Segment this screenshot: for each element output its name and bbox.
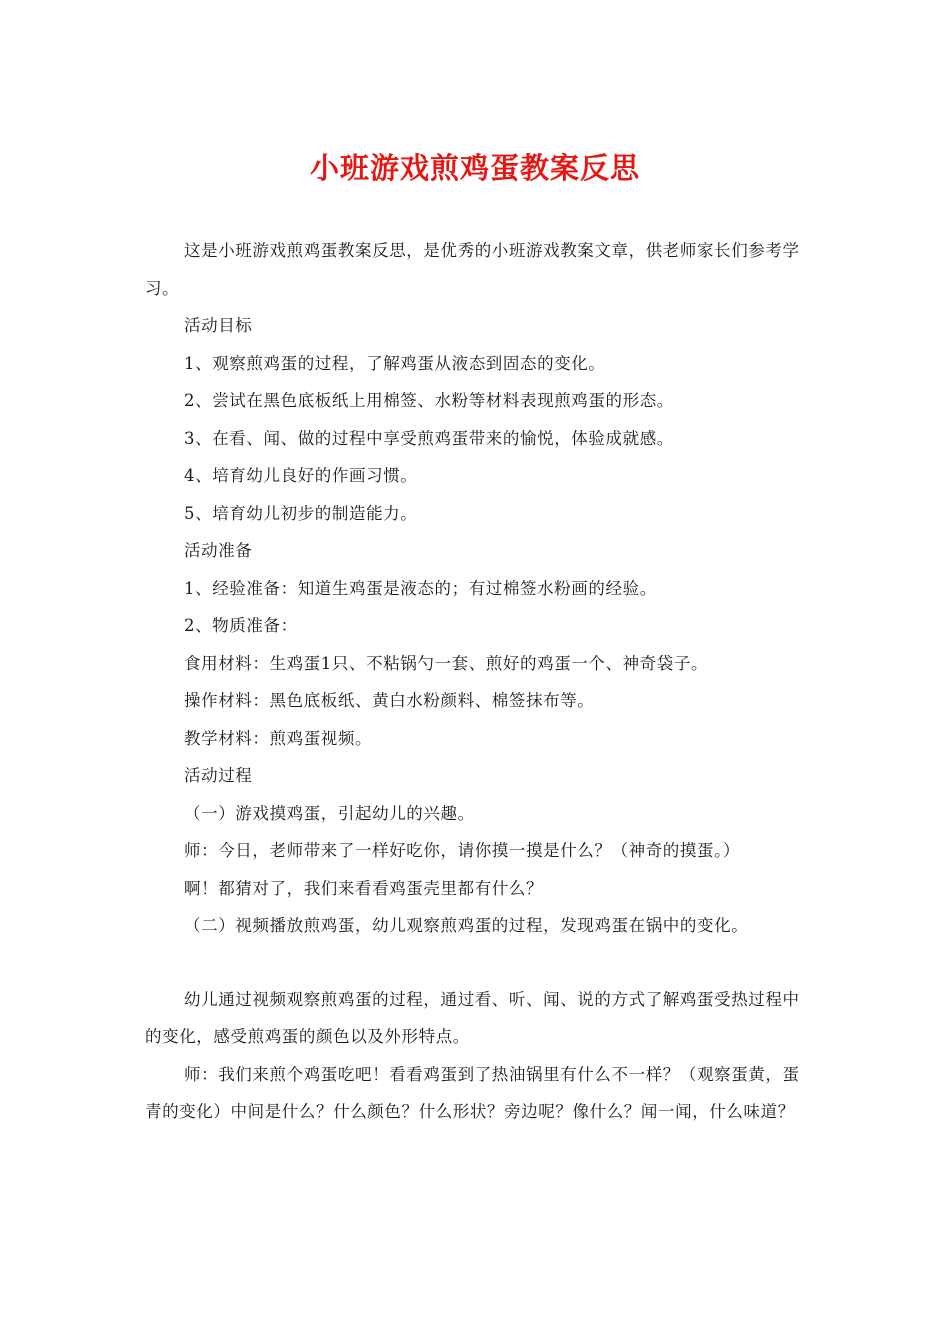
intro-paragraph: 这是小班游戏煎鸡蛋教案反思，是优秀的小班游戏教案文章，供老师家长们参考学习。 <box>145 241 800 298</box>
goal-item: 1、观察煎鸡蛋的过程，了解鸡蛋从液态到固态的变化。 <box>184 353 606 373</box>
process-step: （二）视频播放煎鸡蛋，幼儿观察煎鸡蛋的过程，发现鸡蛋在锅中的变化。 <box>184 916 749 935</box>
material-item: 教学材料：煎鸡蛋视频。 <box>184 728 373 748</box>
section-heading-goals: 活动目标 <box>184 316 253 335</box>
goal-item: 4、培育幼儿良好的作画习惯。 <box>184 466 418 485</box>
section-heading-preparation: 活动准备 <box>184 541 253 560</box>
process-paragraph: 师：我们来煎个鸡蛋吃吧！看看鸡蛋到了热油锅里有什么不一样？（观察蛋黄，蛋青的变化）中间是什么？什么颜色？什么形状？旁边呢？像什么？闻一闻，什么味道？ <box>145 1064 800 1121</box>
goal-item: 5、培育幼儿初步的制造能力。 <box>184 503 418 523</box>
process-paragraph: 师：今日，老师带来了一样好吃你，请你摸一摸是什么？（神奇的摸蛋。） <box>184 841 741 860</box>
material-item: 操作材料：黑色底板纸、黄白水粉颜料、棉签抹布等。 <box>184 691 595 710</box>
preparation-item: 2、物质准备： <box>184 616 298 635</box>
process-paragraph: 幼儿通过视频观察煎鸡蛋的过程，通过看、听、闻、说的方式了解鸡蛋受热过程中的变化，感受煎鸡蛋的颜色以及外形特点。 <box>145 989 800 1046</box>
document-body <box>145 232 805 1131</box>
section-heading-process: 活动过程 <box>184 766 253 785</box>
document-title: 小班游戏煎鸡蛋教案反思 <box>309 151 640 185</box>
paragraph-gap <box>145 945 805 981</box>
preparation-item: 1、经验准备：知道生鸡蛋是液态的；有过棉签水粉画的经验。 <box>184 578 657 598</box>
goal-item: 3、在看、闻、做的过程中享受煎鸡蛋带来的愉悦，体验成就感。 <box>184 428 674 448</box>
process-step: （一）游戏摸鸡蛋，引起幼儿的兴趣。 <box>184 803 475 823</box>
material-item: 食用材料：生鸡蛋1只、不粘锅勺一套、煎好的鸡蛋一个、神奇袋子。 <box>184 653 709 673</box>
process-paragraph: 啊！都猜对了，我们来看看鸡蛋壳里都有什么？ <box>184 878 544 898</box>
goal-item: 2、尝试在黑色底板纸上用棉签、水粉等材料表现煎鸡蛋的形态。 <box>184 391 674 410</box>
